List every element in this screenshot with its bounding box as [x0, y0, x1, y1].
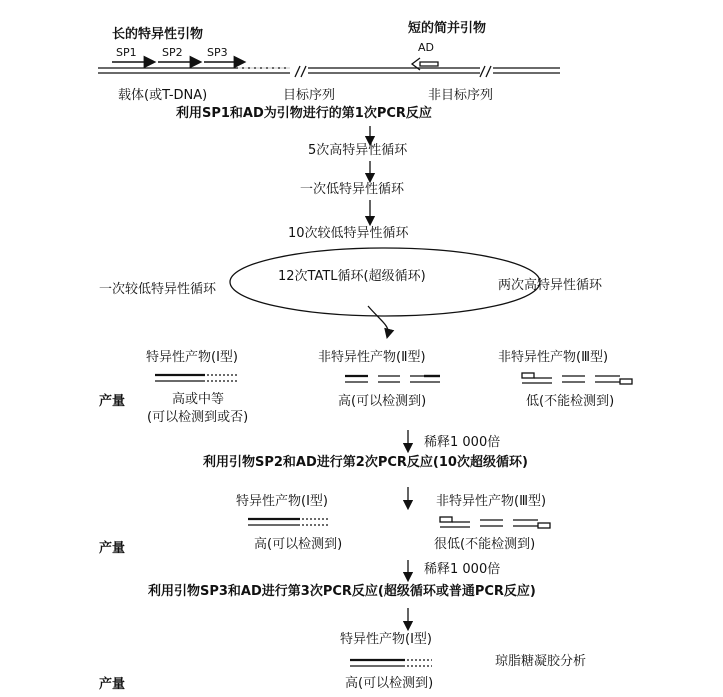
ad-label: AD: [418, 41, 434, 54]
r1-specific-yield2: (可以检测到或否): [147, 410, 249, 425]
product-glyphs-1: [155, 373, 632, 384]
r2-specific-title: 特异性产物(Ⅰ型): [236, 494, 328, 509]
r2-nonspecific3-yield: 很低(不能检测到): [434, 537, 536, 552]
supercycle-loop: [230, 248, 540, 334]
r1-yield-label: 产量: [99, 394, 126, 409]
agarose-label: 琼脂糖凝胶分析: [495, 654, 587, 669]
r3-specific-title: 特异性产物(Ⅰ型): [340, 632, 432, 647]
short-primer-label: 短的简并引物: [408, 21, 487, 36]
target-label: 目标序列: [283, 88, 336, 103]
product-glyphs-2: [248, 517, 550, 528]
sp2-label: SP2: [162, 46, 183, 59]
r1-nonspecific3-title: 非特异性产物(Ⅲ型): [498, 350, 609, 365]
r2-yield-label: 产量: [99, 541, 126, 556]
vector-label: 载体(或T-DNA): [118, 88, 208, 103]
sp1-label: SP1: [116, 46, 137, 59]
less10-label: 10次较低特异性循环: [288, 226, 409, 241]
r2-specific-yield: 高(可以检测到): [254, 537, 343, 552]
r3-specific-yield: 高(可以检测到): [345, 676, 434, 691]
r1-nonspecific2-title: 非特异性产物(Ⅱ型): [318, 350, 426, 365]
round1-title: 利用SP1和AD为引物进行的第1次PCR反应: [176, 106, 432, 121]
r1-specific-title: 特异性产物(Ⅰ型): [146, 350, 238, 365]
center-cycle-label: 12次TATL循环(超级循环): [278, 269, 426, 284]
r1-nonspecific2-yield: 高(可以检测到): [338, 394, 427, 409]
left-cycle-label: 一次较低特异性循环: [99, 282, 217, 297]
r3-yield-label: 产量: [99, 677, 126, 692]
right-cycle-label: 两次高特异性循环: [498, 278, 603, 293]
round2-title: 利用引物SP2和AD进行第2次PCR反应(10次超级循环): [203, 455, 528, 470]
dilute1-label: 稀释1 000倍: [424, 435, 501, 450]
sp3-label: SP3: [207, 46, 228, 59]
r1-specific-yield1: 高或中等: [172, 392, 225, 407]
round3-title: 利用引物SP3和AD进行第3次PCR反应(超级循环或普通PCR反应): [148, 584, 536, 599]
dna-construct: [98, 66, 560, 77]
long-primers-label: 长的特异性引物: [112, 27, 204, 42]
product-glyphs-3: [350, 660, 432, 666]
r2-nonspecific3-title: 非特异性产物(Ⅲ型): [436, 494, 547, 509]
non-target-label: 非目标序列: [428, 88, 494, 103]
dilute2-label: 稀释1 000倍: [424, 562, 501, 577]
r1-nonspecific3-yield: 低(不能检测到): [526, 394, 615, 409]
low1-label: 一次低特异性循环: [300, 182, 405, 197]
high5-label: 5次高特异性循环: [308, 143, 408, 158]
